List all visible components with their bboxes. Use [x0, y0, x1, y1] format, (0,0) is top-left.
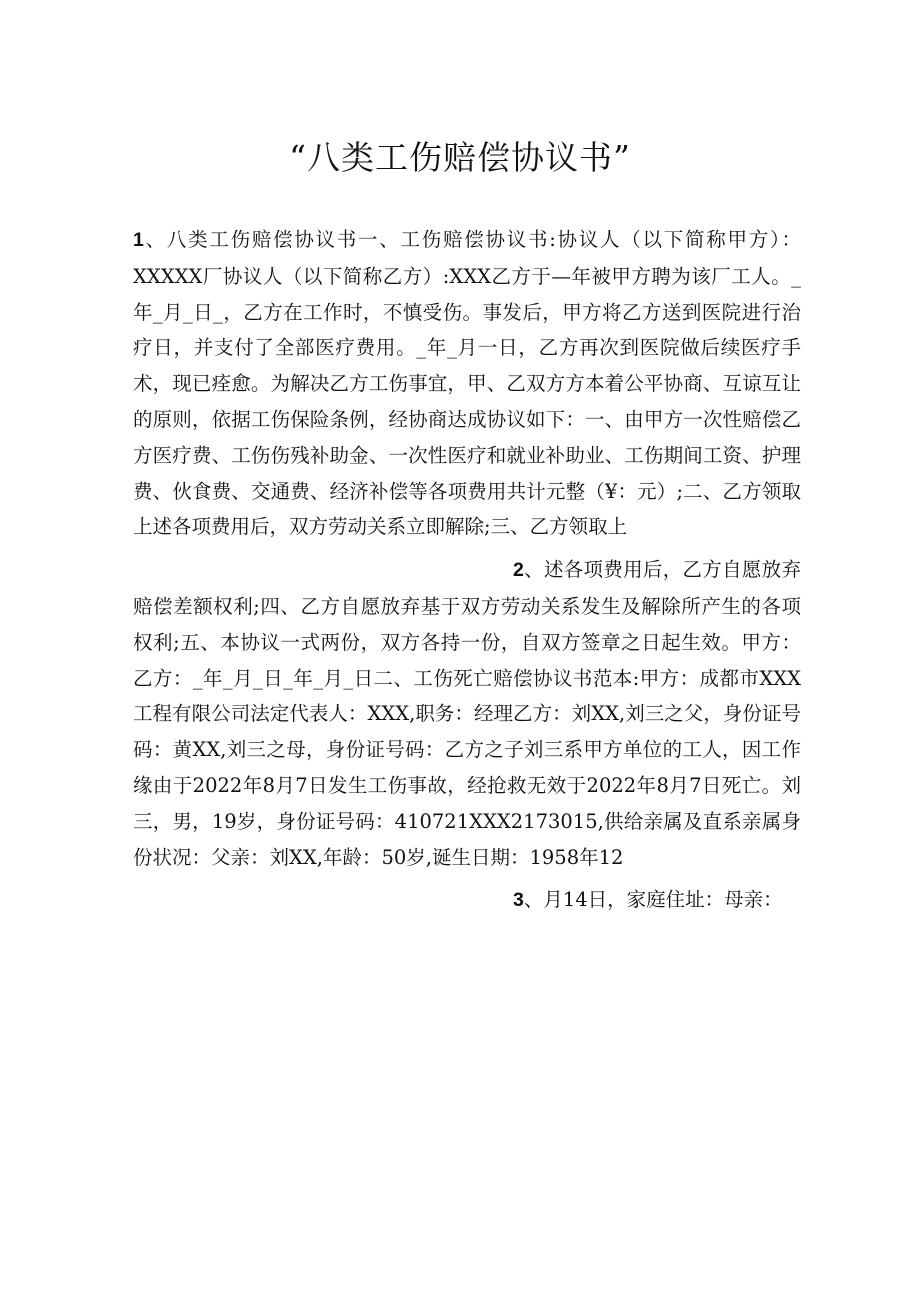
document-body: [133, 222, 801, 919]
paragraph-1: [133, 222, 801, 545]
paragraph-text: 、述各项费用后，乙方自愿放弃赔偿差额权利;四、乙方自愿放弃基于双方劳动关系发生及解除所产生的各项权利;五、本协议一式两份，双方各持一份，自双方签章之日起生效。甲方：乙方：_年_月_日_年_月_日二、工伤死亡赔偿协议书范本:甲方：成都市XXX工程有限公司法定代表人：XXX,职务：经理乙方：刘XX,刘三之父，身份证号码：黄XX,刘三之母，身份证号码：乙方之子刘三系甲方单位的工人，因工作缘由于2022年8月7日发生工伤事故，经抢救无效于2022年8月7日死亡。刘三，男，19岁，身份证号码：410721XXX2173015,供给亲属及直系亲属身份状况：父亲：刘XX,年龄：50岁,诞生日期：1958年12: [133, 558, 801, 869]
paragraph-text: 、八类工伤赔偿协议书一、工伤赔偿协议书:协议人（以下简称甲方）：XXXXX厂协议人（以下简称乙方）:XXX乙方于—年被甲方聘为该厂工人。_年_月_日_，乙方在工作时，不慎受伤。事发后，甲方将乙方送到医院进行治疗日，并支付了全部医疗费用。_年_月一日，乙方再次到医院做后续医疗手术，现已痊愈。为解决乙方工伤事宜，甲、乙双方方本着公平协商、互谅互让的原则，依据工伤保险条例，经协商达成协议如下：一、由甲方一次性赔偿乙方医疗费、工伤伤残补助金、一次性医疗和就业补助业、工伤期间工资、护理费、伙食费、交通费、经济补偿等各项费用共计元整（¥：元）;二、乙方领取上述各项费用后，双方劳动关系立即解除;三、乙方领取上: [133, 228, 801, 539]
paragraph-number: 1: [133, 229, 144, 251]
paragraph-number: 3: [513, 889, 524, 912]
paragraph-number: 2: [513, 559, 524, 582]
paragraph-text: 、月14日，家庭住址：母亲：: [523, 888, 783, 912]
document-title: “八类工伤赔偿协议书”: [289, 138, 631, 177]
paragraph-3: [133, 882, 801, 919]
paragraph-2: [133, 552, 801, 875]
